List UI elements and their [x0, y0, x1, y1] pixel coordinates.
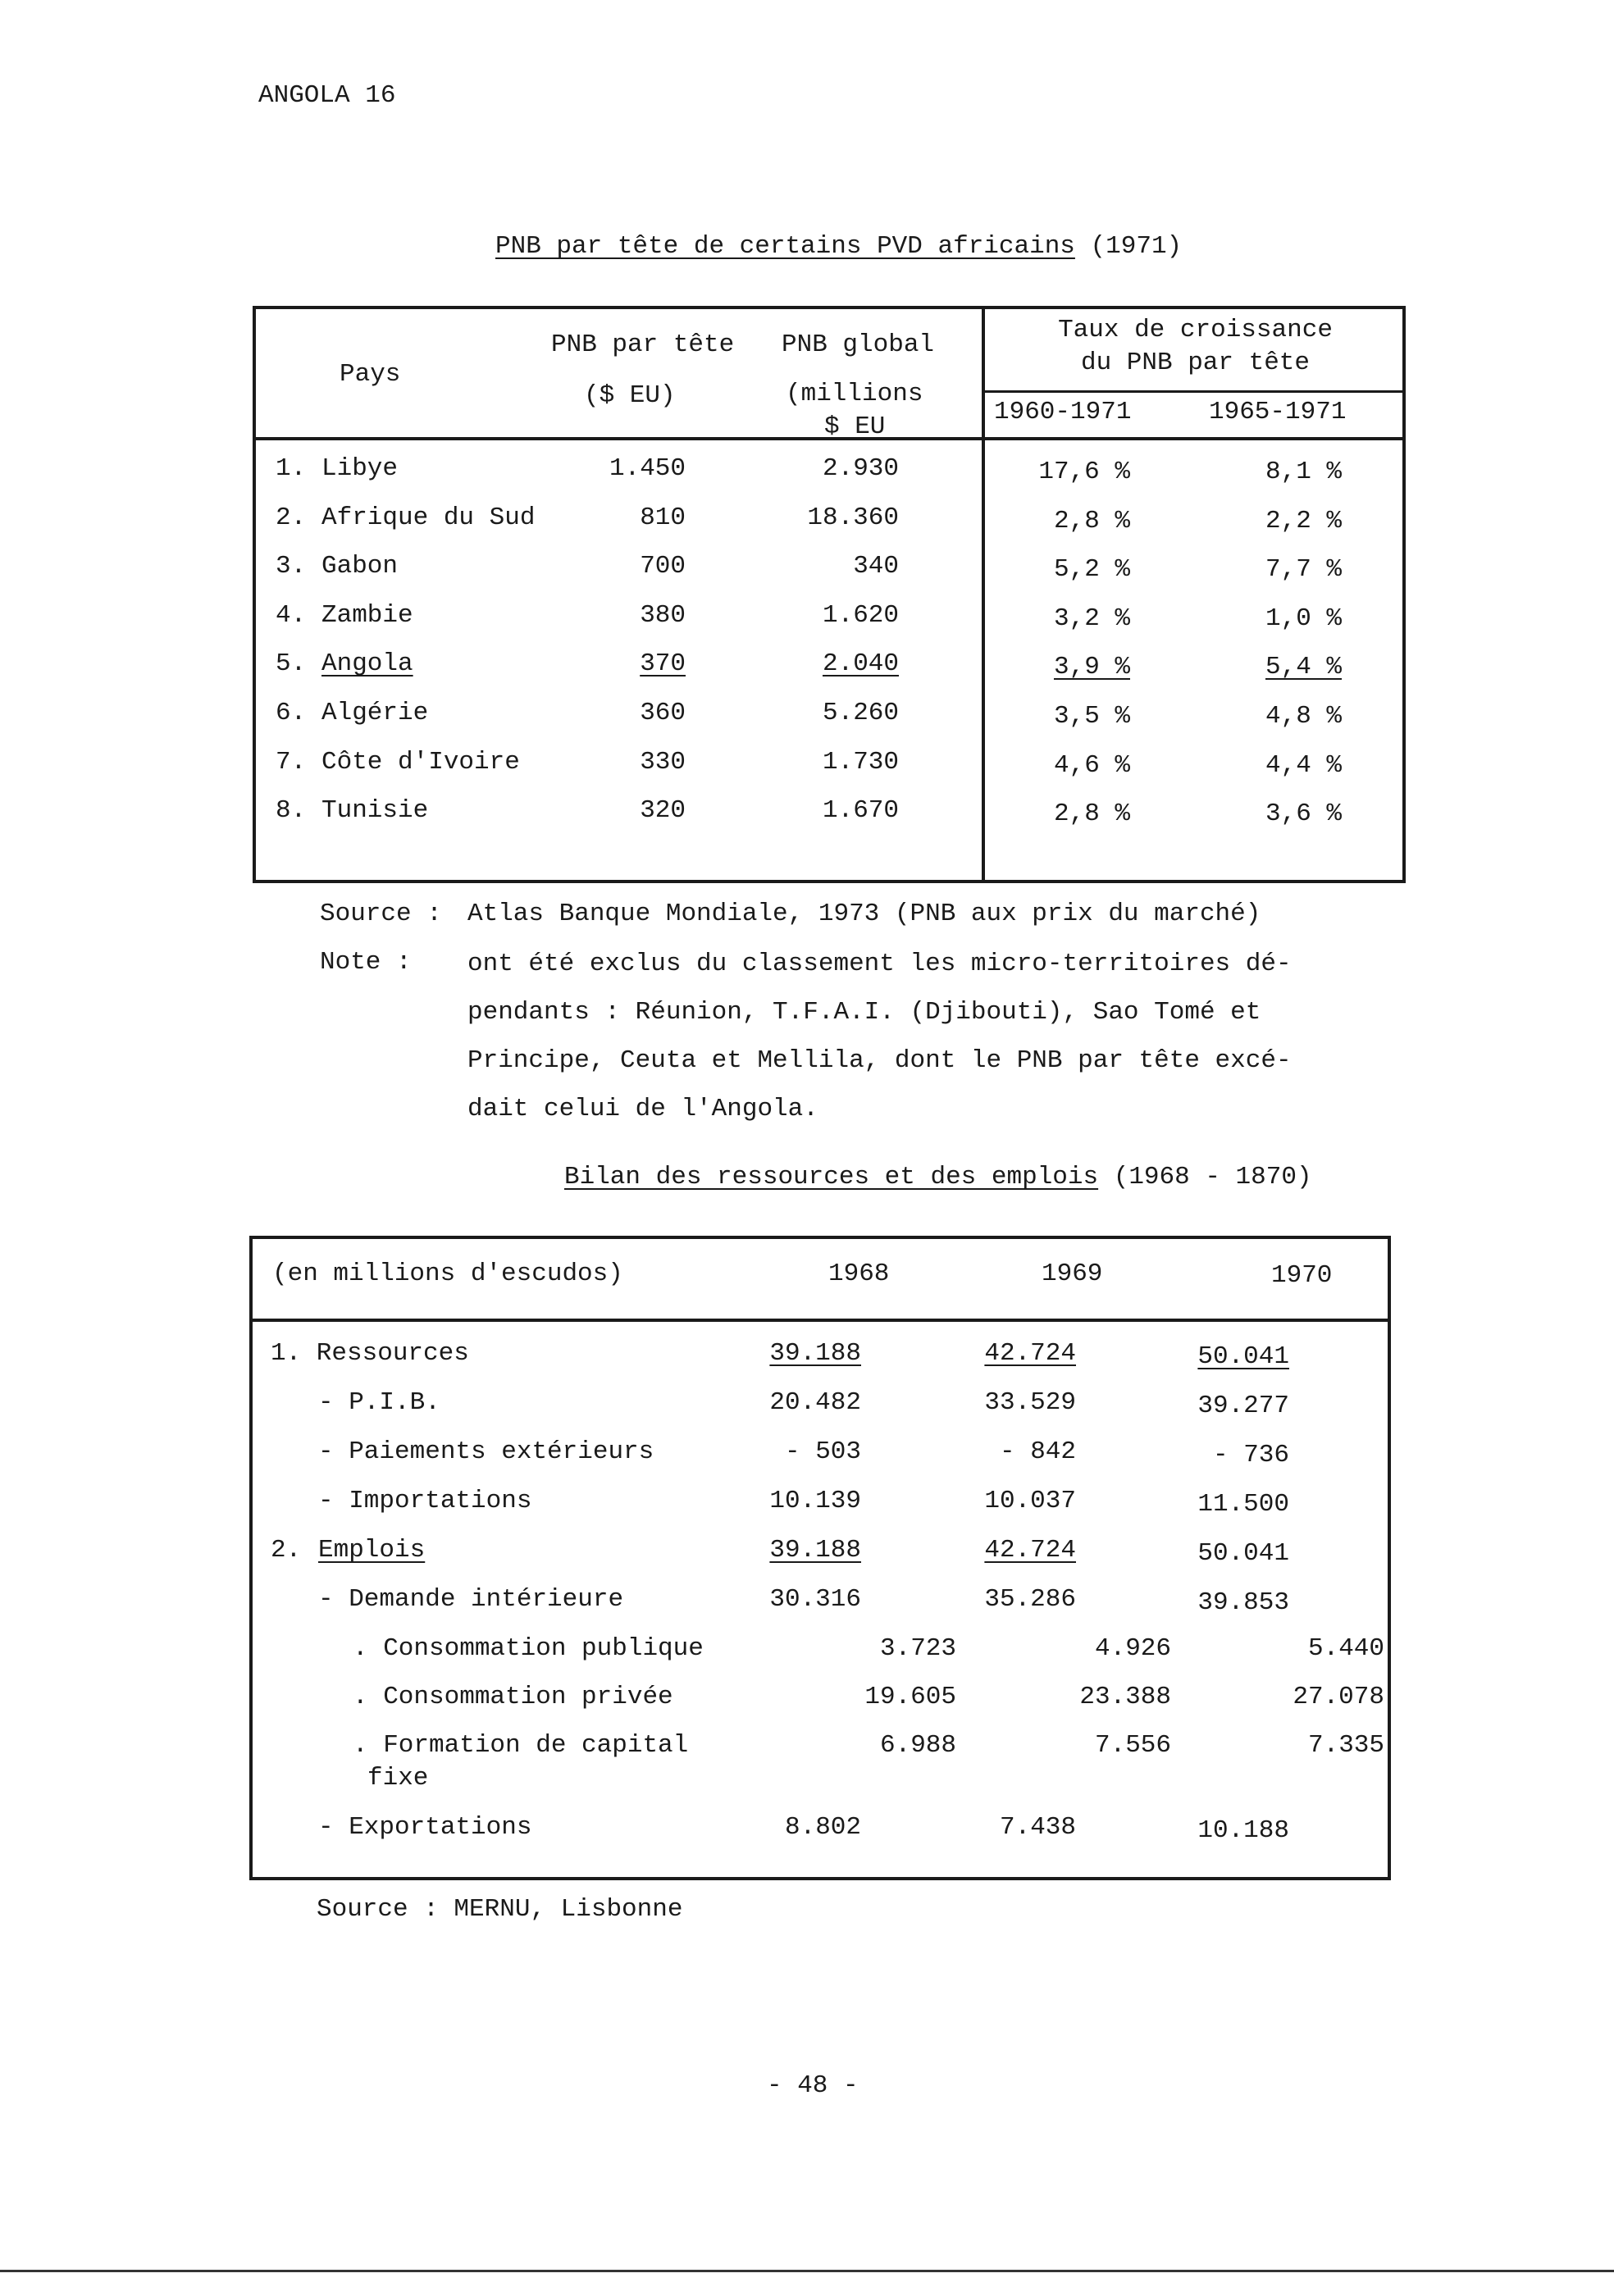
- header-pnb-global-unit1: (millions: [786, 380, 923, 408]
- growth-1965-1971: 3,6 %: [1265, 800, 1342, 828]
- value-1968: 19.605: [864, 1683, 956, 1711]
- row-number: 1.: [276, 454, 307, 483]
- row-label-continued: fixe: [367, 1764, 429, 1793]
- pnb-global: 2.040: [822, 649, 899, 678]
- pnb-global: 18.360: [807, 503, 899, 532]
- value-1970: 50.041: [1197, 1539, 1289, 1568]
- growth-1965-1971: 4,4 %: [1265, 751, 1342, 780]
- row-label: - Exportations: [318, 1813, 532, 1842]
- pnb-global: 2.930: [822, 454, 899, 483]
- note-label: Note :: [320, 948, 412, 977]
- value-1969: 42.724: [984, 1536, 1076, 1565]
- country-name: Tunisie: [321, 796, 429, 825]
- country-name: Angola: [321, 649, 413, 678]
- source-text: Atlas Banque Mondiale, 1973 (PNB aux prix du marché): [467, 900, 1261, 928]
- pnb-global: 5.260: [822, 699, 899, 727]
- pnb-par-tete: 380: [640, 601, 686, 630]
- row-label: - P.I.B.: [318, 1388, 440, 1417]
- value-1968: 30.316: [769, 1585, 861, 1614]
- page-number: - 48 -: [767, 2071, 859, 2100]
- row-label: - Importations: [318, 1487, 532, 1515]
- value-1970: 11.500: [1197, 1490, 1289, 1519]
- row-label: - Demande intérieure: [318, 1585, 624, 1614]
- row-label: . Formation de capital: [353, 1731, 689, 1760]
- pnb-global: 1.620: [822, 601, 899, 630]
- pnb-global: 1.730: [822, 748, 899, 777]
- growth-1965-1971: 2,2 %: [1265, 507, 1342, 535]
- growth-1965-1971: 5,4 %: [1265, 653, 1342, 681]
- table1-year: (1971): [1090, 232, 1183, 261]
- value-1970: 10.188: [1197, 1816, 1289, 1845]
- table1-title: PNB par tête de certains PVD africains: [495, 232, 1075, 261]
- value-1969: 42.724: [984, 1339, 1076, 1368]
- growth-1965-1971: 1,0 %: [1265, 604, 1342, 633]
- pnb-par-tete: 320: [640, 796, 686, 825]
- row-label: - Paiements extérieurs: [318, 1437, 654, 1466]
- country-name: Afrique du Sud: [321, 503, 536, 532]
- table2-col-1970: 1970: [1271, 1261, 1333, 1290]
- row-label: . Consommation privée: [353, 1683, 673, 1711]
- note-line: dait celui de l'Angola.: [467, 1095, 818, 1123]
- value-1970: 39.853: [1197, 1588, 1289, 1617]
- growth-1960-1971: 3,9 %: [1053, 653, 1130, 681]
- table1-title-block: [495, 231, 1182, 262]
- value-1968: 39.188: [769, 1536, 861, 1565]
- growth-1965-1971: 4,8 %: [1265, 702, 1342, 731]
- value-1969: 33.529: [984, 1388, 1076, 1417]
- source-label: Source :: [320, 900, 442, 928]
- value-1969: 35.286: [984, 1585, 1076, 1614]
- growth-1965-1971: 8,1 %: [1265, 458, 1342, 486]
- row-number: 6.: [276, 699, 307, 727]
- pnb-par-tete: 700: [640, 552, 686, 581]
- value-1968: 10.139: [769, 1487, 861, 1515]
- table2-header-rule: [249, 1319, 1391, 1322]
- note-line: Principe, Ceuta et Mellila, dont le PNB par tête excé-: [467, 1046, 1292, 1075]
- value-1970: - 736: [1212, 1441, 1289, 1469]
- growth-1965-1971: 7,7 %: [1265, 555, 1342, 584]
- country-name: Côte d'Ivoire: [321, 748, 520, 777]
- value-1969: - 842: [999, 1437, 1076, 1466]
- value-1969: 23.388: [1079, 1683, 1171, 1711]
- table2-col-1968: 1968: [828, 1260, 890, 1288]
- value-1970: 5.440: [1307, 1634, 1384, 1663]
- country-name: Gabon: [321, 552, 399, 581]
- growth-1960-1971: 4,6 %: [1053, 751, 1130, 780]
- row-label: . Consommation publique: [353, 1634, 704, 1663]
- note-line: ont été exclus du classement les micro-territoires dé-: [467, 950, 1292, 978]
- pnb-par-tete: 370: [640, 649, 686, 678]
- table2-unit-label: (en millions d'escudos): [272, 1260, 623, 1288]
- pnb-par-tete: 1.450: [609, 454, 686, 483]
- country-name: Algérie: [321, 699, 429, 727]
- value-1970: 27.078: [1293, 1683, 1384, 1711]
- growth-1960-1971: 3,5 %: [1053, 702, 1130, 731]
- pnb-global: 340: [853, 552, 899, 581]
- header-pnb-tete-unit: ($ EU): [584, 381, 676, 410]
- value-1970: 39.277: [1197, 1392, 1289, 1420]
- table1-period-rule: [982, 390, 1406, 393]
- row-label: Emplois: [318, 1536, 426, 1565]
- table2-col-1969: 1969: [1042, 1260, 1103, 1288]
- row-number: 8.: [276, 796, 307, 825]
- growth-1960-1971: 2,8 %: [1053, 507, 1130, 535]
- bottom-rule: [0, 2270, 1614, 2272]
- country-name: Zambie: [321, 601, 413, 630]
- value-1969: 4.926: [1094, 1634, 1171, 1663]
- header-pnb-tete: PNB par tête: [551, 330, 735, 359]
- header-period-2: 1965-1971: [1209, 398, 1347, 426]
- row-label: 1. Ressources: [271, 1339, 469, 1368]
- value-1968: 20.482: [769, 1388, 861, 1417]
- growth-1960-1971: 3,2 %: [1053, 604, 1130, 633]
- table2-title: Bilan des ressources et des emplois: [564, 1163, 1099, 1191]
- running-head: ANGOLA 16: [258, 81, 396, 110]
- table2-title-block: [564, 1162, 1312, 1192]
- value-1968: 6.988: [879, 1731, 956, 1760]
- value-1968: 39.188: [769, 1339, 861, 1368]
- header-taux-line1: Taux de croissance: [1058, 316, 1333, 344]
- row-number: 5.: [276, 649, 307, 678]
- growth-1960-1971: 5,2 %: [1053, 555, 1130, 584]
- value-1969: 10.037: [984, 1487, 1076, 1515]
- value-1969: 7.438: [999, 1813, 1076, 1842]
- table2-source: Source : MERNU, Lisbonne: [317, 1895, 683, 1924]
- country-name: Libye: [321, 454, 399, 483]
- value-1968: 3.723: [879, 1634, 956, 1663]
- row-number: 7.: [276, 748, 307, 777]
- value-1968: - 503: [784, 1437, 861, 1466]
- row-number: 2.: [271, 1536, 302, 1565]
- header-pays: Pays: [340, 360, 401, 389]
- row-number: 4.: [276, 601, 307, 630]
- row-number: 2.: [276, 503, 307, 532]
- note-line: pendants : Réunion, T.F.A.I. (Djibouti), Sao Tomé et: [467, 998, 1261, 1027]
- header-pnb-global-unit2: $ EU: [824, 412, 886, 441]
- value-1970: 50.041: [1197, 1342, 1289, 1371]
- growth-1960-1971: 2,8 %: [1053, 800, 1130, 828]
- value-1969: 7.556: [1094, 1731, 1171, 1760]
- growth-1960-1971: 17,6 %: [1038, 458, 1130, 486]
- pnb-par-tete: 330: [640, 748, 686, 777]
- header-period-1: 1960-1971: [994, 398, 1132, 426]
- header-taux-line2: du PNB par tête: [1080, 348, 1311, 377]
- header-pnb-global: PNB global: [782, 330, 935, 359]
- pnb-par-tete: 810: [640, 503, 686, 532]
- value-1968: 8.802: [784, 1813, 861, 1842]
- row-number: 3.: [276, 552, 307, 581]
- pnb-global: 1.670: [822, 796, 899, 825]
- table2-years: (1968 - 1870): [1113, 1163, 1312, 1191]
- pnb-par-tete: 360: [640, 699, 686, 727]
- value-1970: 7.335: [1307, 1731, 1384, 1760]
